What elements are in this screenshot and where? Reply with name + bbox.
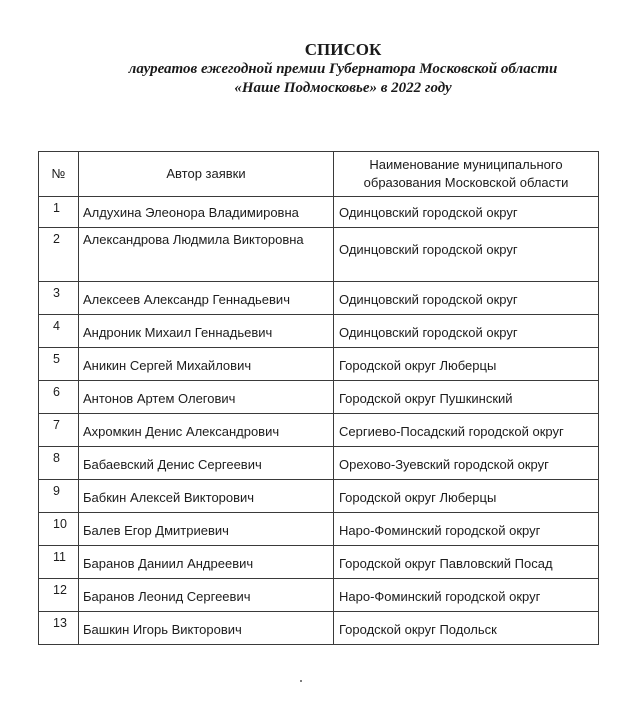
row-number: 9 — [39, 480, 79, 513]
column-header-municipality: Наименование муниципального образования Московской области — [334, 152, 599, 197]
row-number: 5 — [39, 348, 79, 381]
laureates-table — [38, 151, 599, 645]
row-number: 12 — [39, 579, 79, 612]
row-number: 4 — [39, 315, 79, 348]
row-number: 11 — [39, 546, 79, 579]
row-municipality: Одинцовский городской округ — [334, 197, 599, 228]
row-number: 2 — [39, 228, 79, 282]
table-row — [39, 348, 599, 381]
row-number: 13 — [39, 612, 79, 645]
row-author: Ахромкин Денис Александрович — [79, 414, 334, 447]
table-row — [39, 228, 599, 282]
row-municipality: Одинцовский городской округ — [334, 315, 599, 348]
scan-speck — [300, 680, 302, 682]
row-author: Андроник Михаил Геннадьевич — [79, 315, 334, 348]
row-number: 3 — [39, 282, 79, 315]
document-title: СПИСОК — [304, 40, 382, 59]
document-header — [0, 40, 626, 98]
row-municipality: Сергиево-Посадский городской округ — [334, 414, 599, 447]
row-author: Алдухина Элеонора Владимировна — [79, 197, 334, 228]
table-row — [39, 197, 599, 228]
row-municipality: Одинцовский городской округ — [334, 228, 599, 282]
row-author: Балев Егор Дмитриевич — [79, 513, 334, 546]
table-row — [39, 381, 599, 414]
table-row — [39, 414, 599, 447]
table-row — [39, 282, 599, 315]
row-author: Антонов Артем Олегович — [79, 381, 334, 414]
row-author: Александрова Людмила Викторовна — [79, 228, 334, 282]
table-row — [39, 612, 599, 645]
document-subtitle-line2: «Наше Подмосковье» в 2022 году — [234, 80, 452, 96]
table-header-row — [39, 152, 599, 197]
row-municipality: Городской округ Павловский Посад — [334, 546, 599, 579]
table-row — [39, 546, 599, 579]
table-row — [39, 579, 599, 612]
table-row — [39, 315, 599, 348]
row-municipality: Городской округ Пушкинский — [334, 381, 599, 414]
row-municipality: Одинцовский городской округ — [334, 282, 599, 315]
row-author: Аникин Сергей Михайлович — [79, 348, 334, 381]
row-municipality: Городской округ Люберцы — [334, 348, 599, 381]
table-row — [39, 513, 599, 546]
row-author: Баранов Леонид Сергеевич — [79, 579, 334, 612]
row-number: 1 — [39, 197, 79, 228]
row-municipality: Орехово-Зуевский городской округ — [334, 447, 599, 480]
row-number: 8 — [39, 447, 79, 480]
document-subtitle-line1: лауреатов ежегодной премии Губернатора Московской области — [128, 61, 558, 77]
row-author: Алексеев Александр Геннадьевич — [79, 282, 334, 315]
row-number: 6 — [39, 381, 79, 414]
row-author: Баранов Даниил Андреевич — [79, 546, 334, 579]
row-municipality: Городской округ Люберцы — [334, 480, 599, 513]
row-municipality: Городской округ Подольск — [334, 612, 599, 645]
column-header-number: № — [39, 152, 79, 197]
row-author: Бабкин Алексей Викторович — [79, 480, 334, 513]
table-row — [39, 447, 599, 480]
row-municipality: Наро-Фоминский городской округ — [334, 579, 599, 612]
row-municipality: Наро-Фоминский городской округ — [334, 513, 599, 546]
table-row — [39, 480, 599, 513]
row-author: Бабаевский Денис Сергеевич — [79, 447, 334, 480]
row-number: 7 — [39, 414, 79, 447]
column-header-author: Автор заявки — [79, 152, 334, 197]
row-author: Башкин Игорь Викторович — [79, 612, 334, 645]
row-number: 10 — [39, 513, 79, 546]
